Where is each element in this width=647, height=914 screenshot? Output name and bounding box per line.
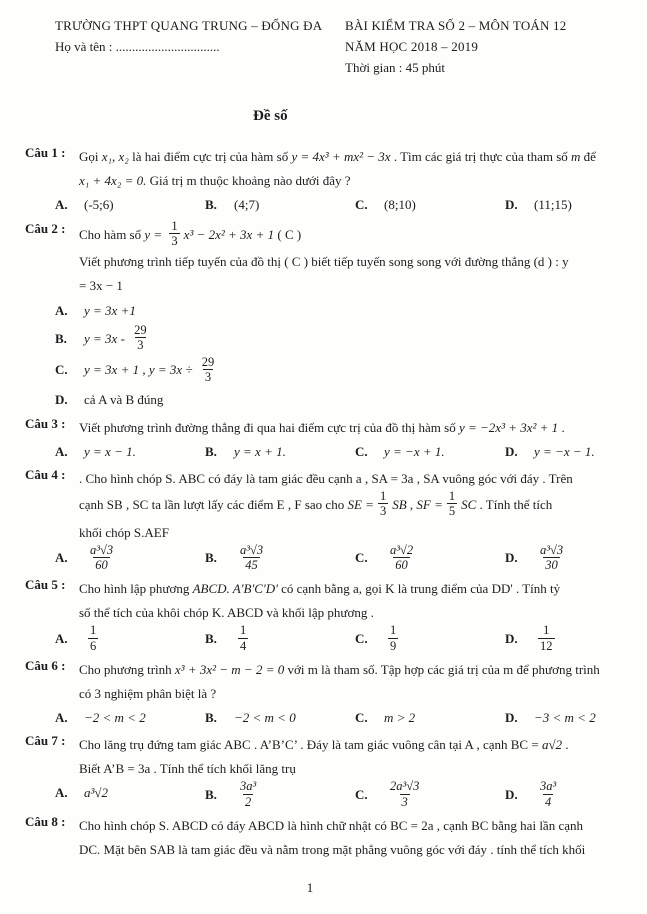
option-b: [205, 706, 355, 730]
question-line: [79, 274, 635, 298]
math-segment: −2 < m < 0: [234, 710, 296, 726]
question-line: [79, 577, 635, 601]
option-value: [534, 197, 572, 212]
option-value: [534, 542, 569, 572]
option-key: A.: [55, 550, 68, 566]
option-key: C.: [355, 550, 368, 566]
question-2: [25, 218, 635, 413]
math-segment: y = −2x³ + 3x² + 1: [458, 419, 559, 435]
text-segment: Biết A’B = 3a . Tính thể tích khối lăng trụ: [79, 761, 296, 777]
option-key: A.: [55, 443, 68, 459]
fraction-numerator: 3a³: [240, 779, 257, 794]
fraction-numerator: a³√2: [390, 542, 414, 557]
question-label: Câu 4 :: [25, 466, 66, 482]
question-label: Câu 1 :: [25, 145, 66, 161]
question-line: [79, 814, 635, 838]
option-key: C.: [355, 197, 368, 213]
math-segment: SF =: [416, 496, 443, 512]
math-segment: y = x − 1.: [84, 443, 136, 459]
option-a: [55, 542, 205, 575]
header-left: [55, 16, 345, 58]
fraction-numerator: a³√3: [90, 542, 114, 557]
question-3: [25, 416, 635, 464]
math-segment: y = 4x³ + mx² − 3x: [291, 149, 391, 165]
fraction-denominator: 3: [171, 233, 178, 248]
option-value: [384, 444, 445, 459]
doc-title: Đề số: [253, 108, 288, 125]
fraction-denominator: 4: [240, 638, 247, 653]
text-segment: với m là tham số. Tập hợp các giá trị của m để phương trình: [284, 662, 600, 678]
question-line: [79, 601, 635, 625]
option-b: [205, 625, 355, 655]
math-segment: x³ − 2x² + 3x + 1: [183, 226, 275, 242]
option-c: [55, 356, 635, 388]
option-key: B.: [55, 330, 67, 346]
fraction: [167, 219, 181, 249]
fraction-numerator: 1: [390, 623, 397, 638]
math-segment: SE =: [347, 496, 374, 512]
option-b: [55, 324, 635, 356]
question-5: [25, 577, 635, 655]
fraction: [386, 623, 400, 653]
fraction: [236, 623, 250, 653]
fraction: [445, 489, 459, 519]
fraction-denominator: 60: [395, 557, 408, 572]
option-value: [534, 444, 595, 459]
option-value: [534, 779, 562, 809]
option-value: [534, 710, 596, 725]
question-6: [25, 658, 635, 730]
option-value: [384, 710, 415, 725]
question-body: [79, 658, 635, 706]
fraction: [198, 355, 219, 385]
fraction-numerator: 1: [448, 488, 456, 503]
fraction: [536, 543, 567, 573]
question-row: [25, 658, 635, 706]
question-row: [25, 733, 635, 781]
question-line: [79, 838, 635, 862]
fraction: [386, 543, 417, 573]
question-body: [79, 145, 635, 193]
option-value: [234, 542, 269, 572]
options-row: [55, 193, 635, 217]
question-7: [25, 733, 635, 811]
math-segment: −2 < m < 2: [84, 710, 146, 726]
option-value: [384, 779, 425, 809]
fraction: [236, 543, 267, 573]
question-line: [79, 521, 635, 545]
option-d: [505, 781, 635, 811]
fraction: [376, 489, 390, 519]
fraction: [86, 543, 117, 573]
option-d: [505, 625, 635, 655]
options-row: [55, 625, 635, 655]
fraction: [236, 779, 260, 809]
question-label: Câu 6 :: [25, 658, 66, 674]
question-line: [79, 145, 635, 169]
math-segment: a³√2: [84, 785, 109, 801]
text-segment: có 3 nghiệm phân biệt là ?: [79, 686, 217, 702]
student-name-line: Họ và tên : ................................: [55, 38, 220, 54]
option-c: [355, 440, 505, 464]
page-number: 1: [306, 880, 314, 896]
time-limit: Thời gian : 45 phút: [345, 59, 446, 75]
option-key: C.: [355, 787, 368, 803]
text-segment: Gọi: [79, 149, 102, 165]
math-segment: −3 < m < 2: [534, 710, 596, 726]
math-segment: y = −x − 1.: [534, 443, 595, 459]
text-segment: khối chóp S.AEF: [79, 524, 169, 540]
text-segment: (11;15): [534, 197, 572, 213]
fraction: [86, 623, 100, 653]
fraction-denominator: 12: [540, 638, 553, 653]
text-segment: . Tìm các giá trị thực của tham số: [390, 149, 572, 165]
option-value: [234, 710, 296, 725]
option-key: B.: [205, 787, 217, 803]
option-a: [55, 625, 205, 655]
question-4: [25, 467, 635, 575]
option-key: C.: [55, 362, 68, 378]
question-body: [79, 416, 635, 440]
question-1: [25, 145, 635, 217]
options-list: [25, 298, 635, 412]
text-segment: Cho lăng trụ đứng tam giác ABC . A’B’C’ . Đáy là tam giác vuông cân tại A , cạnh BC =: [79, 737, 542, 753]
math-segment: y =: [144, 226, 166, 242]
question-label: Câu 7 :: [25, 733, 66, 749]
option-key: B.: [205, 550, 217, 566]
fraction-denominator: 30: [545, 557, 558, 572]
text-segment: . Tính thể tích: [476, 496, 553, 512]
option-value: [384, 542, 419, 572]
option-key: D.: [505, 710, 518, 726]
text-segment: ( C ): [274, 226, 302, 242]
text-segment: Cho hàm số: [79, 226, 145, 242]
math-segment: m > 2: [384, 710, 416, 726]
fraction-numerator: a³√3: [240, 542, 264, 557]
option-value: [384, 623, 402, 653]
option-key: B.: [205, 197, 217, 213]
option-key: B.: [205, 710, 217, 726]
text-segment: Giá trị m thuộc khoảng nào dưới đây ?: [146, 173, 351, 189]
fraction-denominator: 3: [204, 369, 212, 384]
school-year: NĂM HỌC 2018 – 2019: [345, 38, 479, 54]
options-row: [55, 781, 635, 811]
option-value: [234, 779, 262, 809]
math-segment: x₁, x₂: [101, 149, 129, 165]
option-value: [84, 197, 114, 212]
option-value: [84, 444, 136, 459]
question-label: Câu 8 :: [25, 814, 66, 830]
question-body: [79, 577, 635, 625]
question-row: [25, 416, 635, 440]
math-segment: x³ + 3x² − m − 2 = 0: [174, 662, 285, 678]
math-segment: y = −x + 1.: [384, 443, 445, 459]
text-segment: số thể tích của khôi chóp K. ABCD và khối lập phương .: [79, 605, 374, 621]
math-segment: a√2: [541, 737, 563, 753]
fraction-denominator: 3: [137, 338, 144, 353]
exam-title: BÀI KIỂM TRA SỐ 2 – MÔN TOÁN 12: [345, 18, 567, 33]
question-body: [79, 733, 635, 781]
option-b: [205, 440, 355, 464]
fraction-numerator: 29: [134, 322, 147, 337]
fraction-numerator: 1: [171, 218, 178, 233]
fraction-numerator: a³√3: [540, 542, 564, 557]
question-row: [25, 218, 635, 299]
text-segment: . Cho hình chóp S. ABC có đáy là tam giác đều cạnh a , SA = 3a , SA vuông góc với đáy . Trên: [79, 470, 573, 486]
options-row: [55, 440, 635, 464]
fraction: [536, 779, 560, 809]
question-8: [25, 814, 635, 862]
option-key: B.: [205, 443, 217, 459]
fraction: [130, 323, 151, 353]
text-segment: (4;7): [234, 197, 260, 213]
option-key: A.: [55, 631, 68, 647]
option-key: D.: [505, 550, 518, 566]
option-d: [55, 387, 635, 412]
page-header: [25, 16, 635, 78]
fraction-numerator: 2a³√3: [390, 779, 420, 794]
option-c: [355, 781, 505, 811]
option-value: [384, 197, 416, 212]
question-line: [79, 733, 635, 757]
option-key: D.: [505, 787, 518, 803]
fraction-denominator: 60: [95, 557, 108, 572]
fraction-numerator: 1: [240, 623, 247, 638]
fraction-denominator: 9: [390, 638, 397, 653]
option-key: C.: [355, 443, 368, 459]
fraction-numerator: 1: [543, 623, 550, 638]
text-segment: ,: [406, 496, 417, 512]
option-a: [55, 706, 205, 730]
fraction-numerator: 1: [90, 623, 97, 638]
questions-container: [25, 145, 635, 862]
question-body: [79, 218, 635, 299]
option-value: [234, 623, 252, 653]
question-label: Câu 3 :: [25, 415, 66, 431]
question-line: [79, 488, 635, 521]
option-key: A.: [55, 785, 68, 801]
question-line: [79, 757, 635, 781]
text-segment: (8;10): [384, 197, 416, 213]
fraction-denominator: 4: [545, 794, 552, 809]
math-segment: y = 3x +1: [84, 303, 136, 319]
option-a: [55, 781, 205, 811]
option-key: A.: [55, 710, 68, 726]
option-c: [355, 542, 505, 575]
fraction-numerator: 29: [201, 354, 215, 369]
school-name: TRƯỜNG THPT QUANG TRUNG – ĐỐNG ĐA: [55, 18, 323, 33]
option-d: [505, 706, 635, 730]
option-value: [234, 444, 286, 459]
text-segment: = 3x − 1: [79, 278, 123, 294]
options-row: [55, 706, 635, 730]
text-segment: .: [558, 419, 565, 435]
fraction: [536, 623, 557, 653]
header-right: [345, 16, 566, 78]
text-segment: Cho hình lập phương: [79, 581, 193, 597]
option-value: [84, 303, 136, 318]
option-key: C.: [355, 631, 368, 647]
option-value: [534, 623, 559, 653]
text-segment: .: [562, 737, 569, 753]
math-segment: y = 3x + 1 , y = 3x ÷: [84, 362, 196, 378]
question-label: Câu 2 :: [25, 220, 66, 236]
option-b: [205, 542, 355, 575]
text-segment: Cho hình chóp S. ABCD có đáy ABCD là hình chữ nhật có BC = 2a , cạnh BC bằng hai lần cạnh: [79, 818, 583, 834]
option-c: [355, 706, 505, 730]
text-segment: có cạnh bằng a, gọi K là trung điểm của DD' . Tính tỷ: [277, 581, 561, 597]
question-body: [79, 467, 635, 545]
math-segment: y = x + 1.: [234, 443, 286, 459]
question-row: [25, 467, 635, 545]
question-line: [79, 682, 635, 706]
option-value: [84, 785, 108, 800]
option-value: [84, 392, 163, 407]
fraction-denominator: 45: [245, 557, 258, 572]
option-value: [84, 710, 146, 725]
option-key: C.: [355, 710, 368, 726]
math-segment: m: [571, 149, 581, 165]
option-key: D.: [505, 631, 518, 647]
text-segment: Viết phương trình đường thẳng đi qua hai điểm cực trị của đồ thị hàm số: [79, 419, 459, 435]
question-row: [25, 145, 635, 193]
option-key: D.: [505, 197, 518, 213]
option-c: [355, 625, 505, 655]
question-line: [79, 658, 635, 682]
option-value: [84, 322, 153, 353]
text-segment: cạnh SB , SC ta lần lượt lấy các điểm E , F sao cho: [79, 496, 348, 512]
fraction-numerator: 3a³: [540, 779, 557, 794]
text-segment: cả A và B đúng: [84, 392, 164, 408]
question-label: Câu 5 :: [25, 577, 66, 593]
option-value: [84, 623, 102, 653]
question-row: [25, 577, 635, 625]
math-segment: x₁ + 4x₂ = 0.: [79, 173, 147, 189]
text-segment: là hai điểm cực trị của hàm số: [128, 149, 292, 165]
option-value: [84, 354, 220, 384]
question-line: [79, 250, 635, 274]
option-b: [205, 781, 355, 811]
text-segment: (-5;6): [84, 197, 114, 213]
question-row: [25, 814, 635, 862]
math-segment: ABCD. A'B'C'D': [192, 581, 278, 597]
option-a: [55, 440, 205, 464]
options-row: [55, 542, 635, 575]
option-d: [505, 193, 635, 217]
question-body: [79, 814, 635, 862]
question-line: [79, 169, 635, 193]
text-segment: DC. Mặt bên SAB là tam giác đều và nằm trong mặt phẳng vuông góc với đáy . tính thể tích khối: [79, 842, 586, 858]
option-a: [55, 193, 205, 217]
math-segment: SB: [392, 496, 407, 512]
option-key: B.: [205, 631, 217, 647]
option-a: [55, 298, 635, 323]
fraction-denominator: 6: [90, 638, 97, 653]
text-segment: Viết phương trình tiếp tuyến của đồ thị ( C ) biết tiếp tuyến song song với đường thẳng (d ) : y: [79, 254, 569, 270]
option-key: A.: [55, 303, 68, 319]
text-segment: Cho phương trình: [79, 662, 175, 678]
option-value: [234, 197, 259, 212]
option-key: D.: [55, 392, 68, 408]
question-line: [79, 467, 635, 491]
question-line: [79, 218, 635, 251]
fraction: [386, 779, 423, 809]
question-line: [79, 416, 635, 440]
fraction-denominator: 3: [401, 794, 408, 809]
option-b: [205, 193, 355, 217]
fraction-denominator: 3: [379, 504, 387, 519]
math-segment: SC: [461, 496, 477, 512]
math-segment: y = 3x -: [84, 330, 129, 346]
option-key: A.: [55, 197, 68, 213]
option-key: D.: [505, 443, 518, 459]
fraction-numerator: 1: [379, 488, 387, 503]
text-segment: để: [580, 149, 596, 165]
fraction-denominator: 2: [245, 794, 252, 809]
option-d: [505, 542, 635, 575]
option-value: [84, 542, 119, 572]
fraction-denominator: 5: [448, 504, 456, 519]
option-d: [505, 440, 635, 464]
option-c: [355, 193, 505, 217]
